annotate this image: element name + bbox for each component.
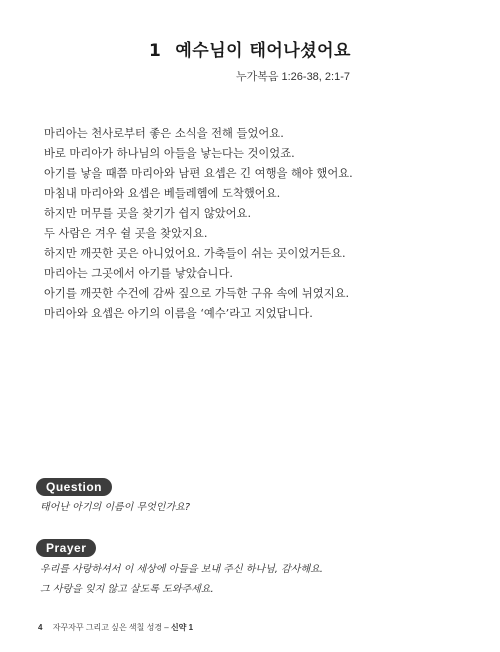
story-number: 1: [149, 41, 162, 61]
body-line: 아기를 깨끗한 수건에 감싸 짚으로 가득한 구유 속에 뉘였지요.: [44, 287, 350, 300]
question-label: Question: [36, 478, 112, 496]
body-line: 하지만 머무를 곳을 찾기가 쉽지 않았어요.: [44, 207, 252, 220]
story-body: [44, 124, 464, 324]
question-text: 태어난 아기의 이름이 무엇인가요?: [40, 502, 191, 513]
prayer-line: 우리를 사랑하셔서 이 세상에 아들을 보내 주신 하나님, 감사해요.: [40, 564, 323, 575]
page-number: 4: [38, 623, 43, 632]
scripture-reference: 누가복음 1:26-38, 2:1-7: [235, 71, 350, 83]
story-title: 예수님이 태어나셨어요: [175, 41, 351, 61]
prayer-label: Prayer: [36, 539, 96, 557]
body-line: 마침내 마리아와 요셉은 베들레헴에 도착했어요.: [44, 187, 281, 200]
series-name: 신약 1: [170, 623, 194, 632]
body-line: 아기를 낳을 때쯤 마리아와 남편 요셉은 긴 여행을 해야 했어요.: [44, 167, 353, 180]
body-line: 마리아는 그곳에서 아기를 낳았습니다.: [44, 267, 233, 280]
body-line: 마리아는 천사로부터 좋은 소식을 전해 들었어요.: [44, 127, 284, 140]
book-title: 자꾸자꾸 그리고 싶은 색칠 성경 –: [52, 623, 169, 632]
body-line: 바로 마리아가 하나님의 아들을 낳는다는 것이었죠.: [44, 147, 295, 160]
page-title: [0, 36, 500, 61]
page-footer: [38, 622, 193, 633]
prayer-line: 그 사랑을 잊지 않고 살도록 도와주세요.: [40, 584, 214, 595]
body-line: 두 사람은 겨우 쉴 곳을 찾았지요.: [44, 227, 208, 240]
body-line: 하지만 깨끗한 곳은 아니었어요. 가축들이 쉬는 곳이었거든요.: [44, 247, 346, 260]
body-line: 마리아와 요셉은 아기의 이름을 ‘예수’라고 지었답니다.: [44, 307, 313, 320]
